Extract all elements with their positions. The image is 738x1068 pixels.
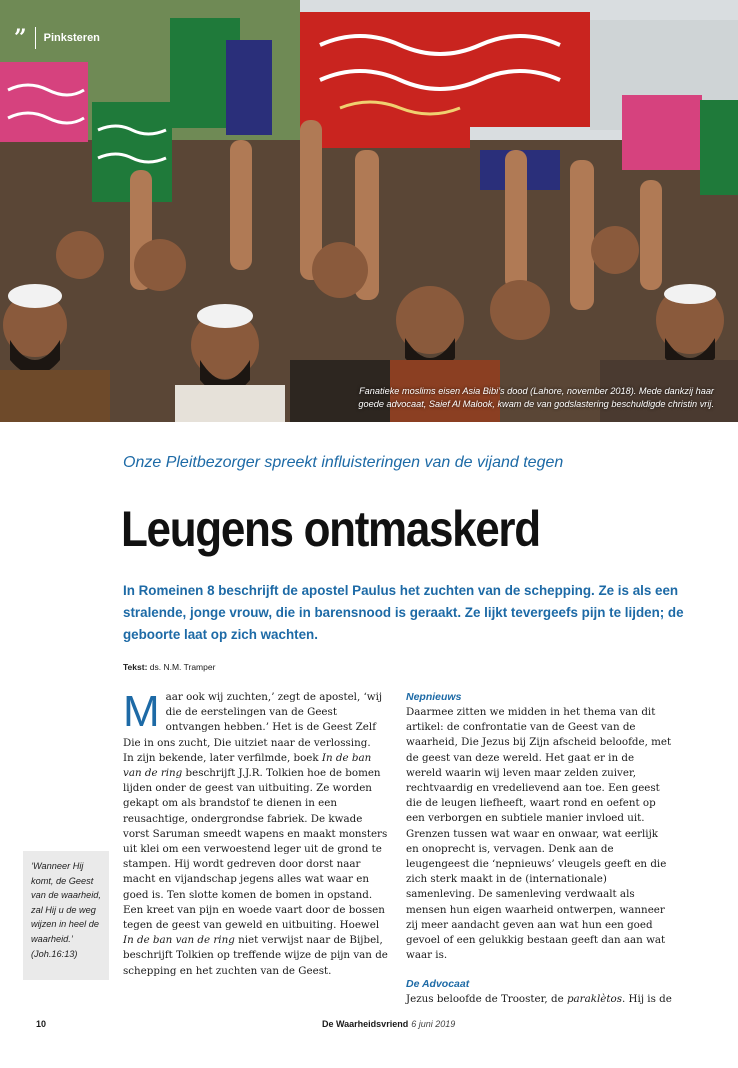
photo-caption: [354, 385, 714, 411]
pink-banner: [0, 62, 88, 142]
byline-label: Tekst:: [123, 662, 148, 672]
issue-date: 6 juni 2019: [411, 1019, 456, 1029]
byline-author: ds. N.M. Tramper: [147, 662, 216, 672]
greek-term: paraklètos: [566, 993, 622, 1006]
article-intro: In Romeinen 8 beschrijft de apostel Paulus het zuchten van de schepping. Ze is als een stralende, jonge vrouw, die in barensnood is geraakt. Ze lijkt tevergeefs pijn te lijden; de geboorte laat op zich wachten.: [123, 583, 684, 642]
protest-photo-illustration: [0, 0, 738, 422]
article-title: Leugens ontmaskerd: [121, 501, 540, 557]
page-number: 10: [36, 1019, 47, 1029]
subhead-advocaat: De Advocaat: [406, 978, 470, 991]
navy-banner: [226, 40, 272, 135]
caption-line-1: Fanatieke moslims eisen Asia Bibi’s dood (Lahore, november 2018). Mede dankzij haar: [359, 386, 714, 396]
section-tag: [14, 27, 100, 49]
spacer: [406, 963, 672, 977]
red-banner: [300, 12, 590, 127]
article-kicker: Onze Pleitbezorger spreekt influisteringen van de vijand tegen: [123, 454, 564, 471]
paragraph-4-text-b: . Hij is de: [622, 993, 672, 1006]
quote-icon: ”: [14, 25, 27, 51]
book-title-2: In de ban van de ring: [123, 934, 235, 947]
paragraph-3: Daarmee zitten we midden in het thema van dit artikel: de confrontatie van de Geest van de waarheid, Die Jezus bij Zijn afscheid beloofde, met de geest van deze wereld. Het gaat er in de wereld waarin wij leven maar zelden zuiver, rechtvaardig en vredelievend aan toe. Een geest die de leugen liefheeft, waart rond en oefent op een verborgen en subtiele manier invloed uit. Grenzen tussen wat waar en onwaar, wat eerlijk en onoprecht is, vervagen. Denk aan de leugengeest die ‘nepnieuws’ vleugels geeft en die zich sterk maakt in de (internationale) samenleving. De samenleving verdwaalt als mensen hun eigen waarheid ontwerpen, wanneer zij meer aandacht geven aan wat hun een goed gevoel of een gelukkig bestaan geeft dan aan wat waar is.: [406, 706, 672, 962]
body-column-left: [123, 687, 389, 979]
paragraph-2-text-b: beschrijft J.J.R. Tolkien hoe de bomen lijden onder de geest van uitbuiting. Ze worden gekapt om als brandstof te dienen in een reusachtige, ondergrondse fabriek. De kwade vorst Saruman smeedt wapens en maakt monsters uit klei om een verwoestend leger uit de grond te stampen. Hij wordt gedreven door dorst naar macht en vijandschap jegens alles wat waar en goed is. Ten slotte komen de bomen in opstand. Een kreet van pijn en woede vaart door de bossen tegen de geest van geweld en uitbuiting. Hoewel: [123, 767, 388, 932]
paragraph-1-text: aar ook wij zuchten,’ zegt de apostel, ‘wij die de eerstelingen van de Geest ontvangen hebben.’ Het is de Geest Zelf Die in ons zucht, Die uitziet naar de verlossing.: [123, 691, 383, 749]
body-column-right: [406, 690, 672, 1008]
tag-divider: [35, 27, 36, 49]
section-label: Pinksteren: [43, 32, 100, 44]
caption-line-2: goede advocaat, Saief Al Malook, kwam de van godslastering beschuldigde christin vrij.: [358, 399, 714, 409]
paragraph-2: [123, 751, 389, 979]
paragraph-4-text-a: Jezus beloofde de Trooster, de: [406, 993, 567, 1006]
subhead-nepnieuws: Nepnieuws: [406, 691, 462, 703]
book-title: In de ban van de ring: [123, 751, 372, 780]
paragraph-2-text-a: In zijn bekende, later verfilmde, boek: [123, 751, 322, 764]
magazine-name: De Waarheidsvriend: [322, 1019, 409, 1029]
dropcap: M: [123, 687, 160, 736]
byline: [123, 662, 215, 672]
footer: [322, 1019, 455, 1029]
pull-quote: ‘Wanneer Hij komt, de Geest van de waarheid, zal Hij u de weg wijzen in heel de waarheid.’ (Joh.16:13): [23, 851, 109, 980]
paragraph-4: [406, 992, 672, 1007]
hero-photo: [0, 0, 738, 422]
paragraph-2-text-c: niet verwijst naar de Bijbel, beschrijft Tolkien op treffende wijze de pijn van de schepping en het zuchten van de Geest.: [123, 934, 388, 977]
paragraph-1: [123, 687, 389, 751]
